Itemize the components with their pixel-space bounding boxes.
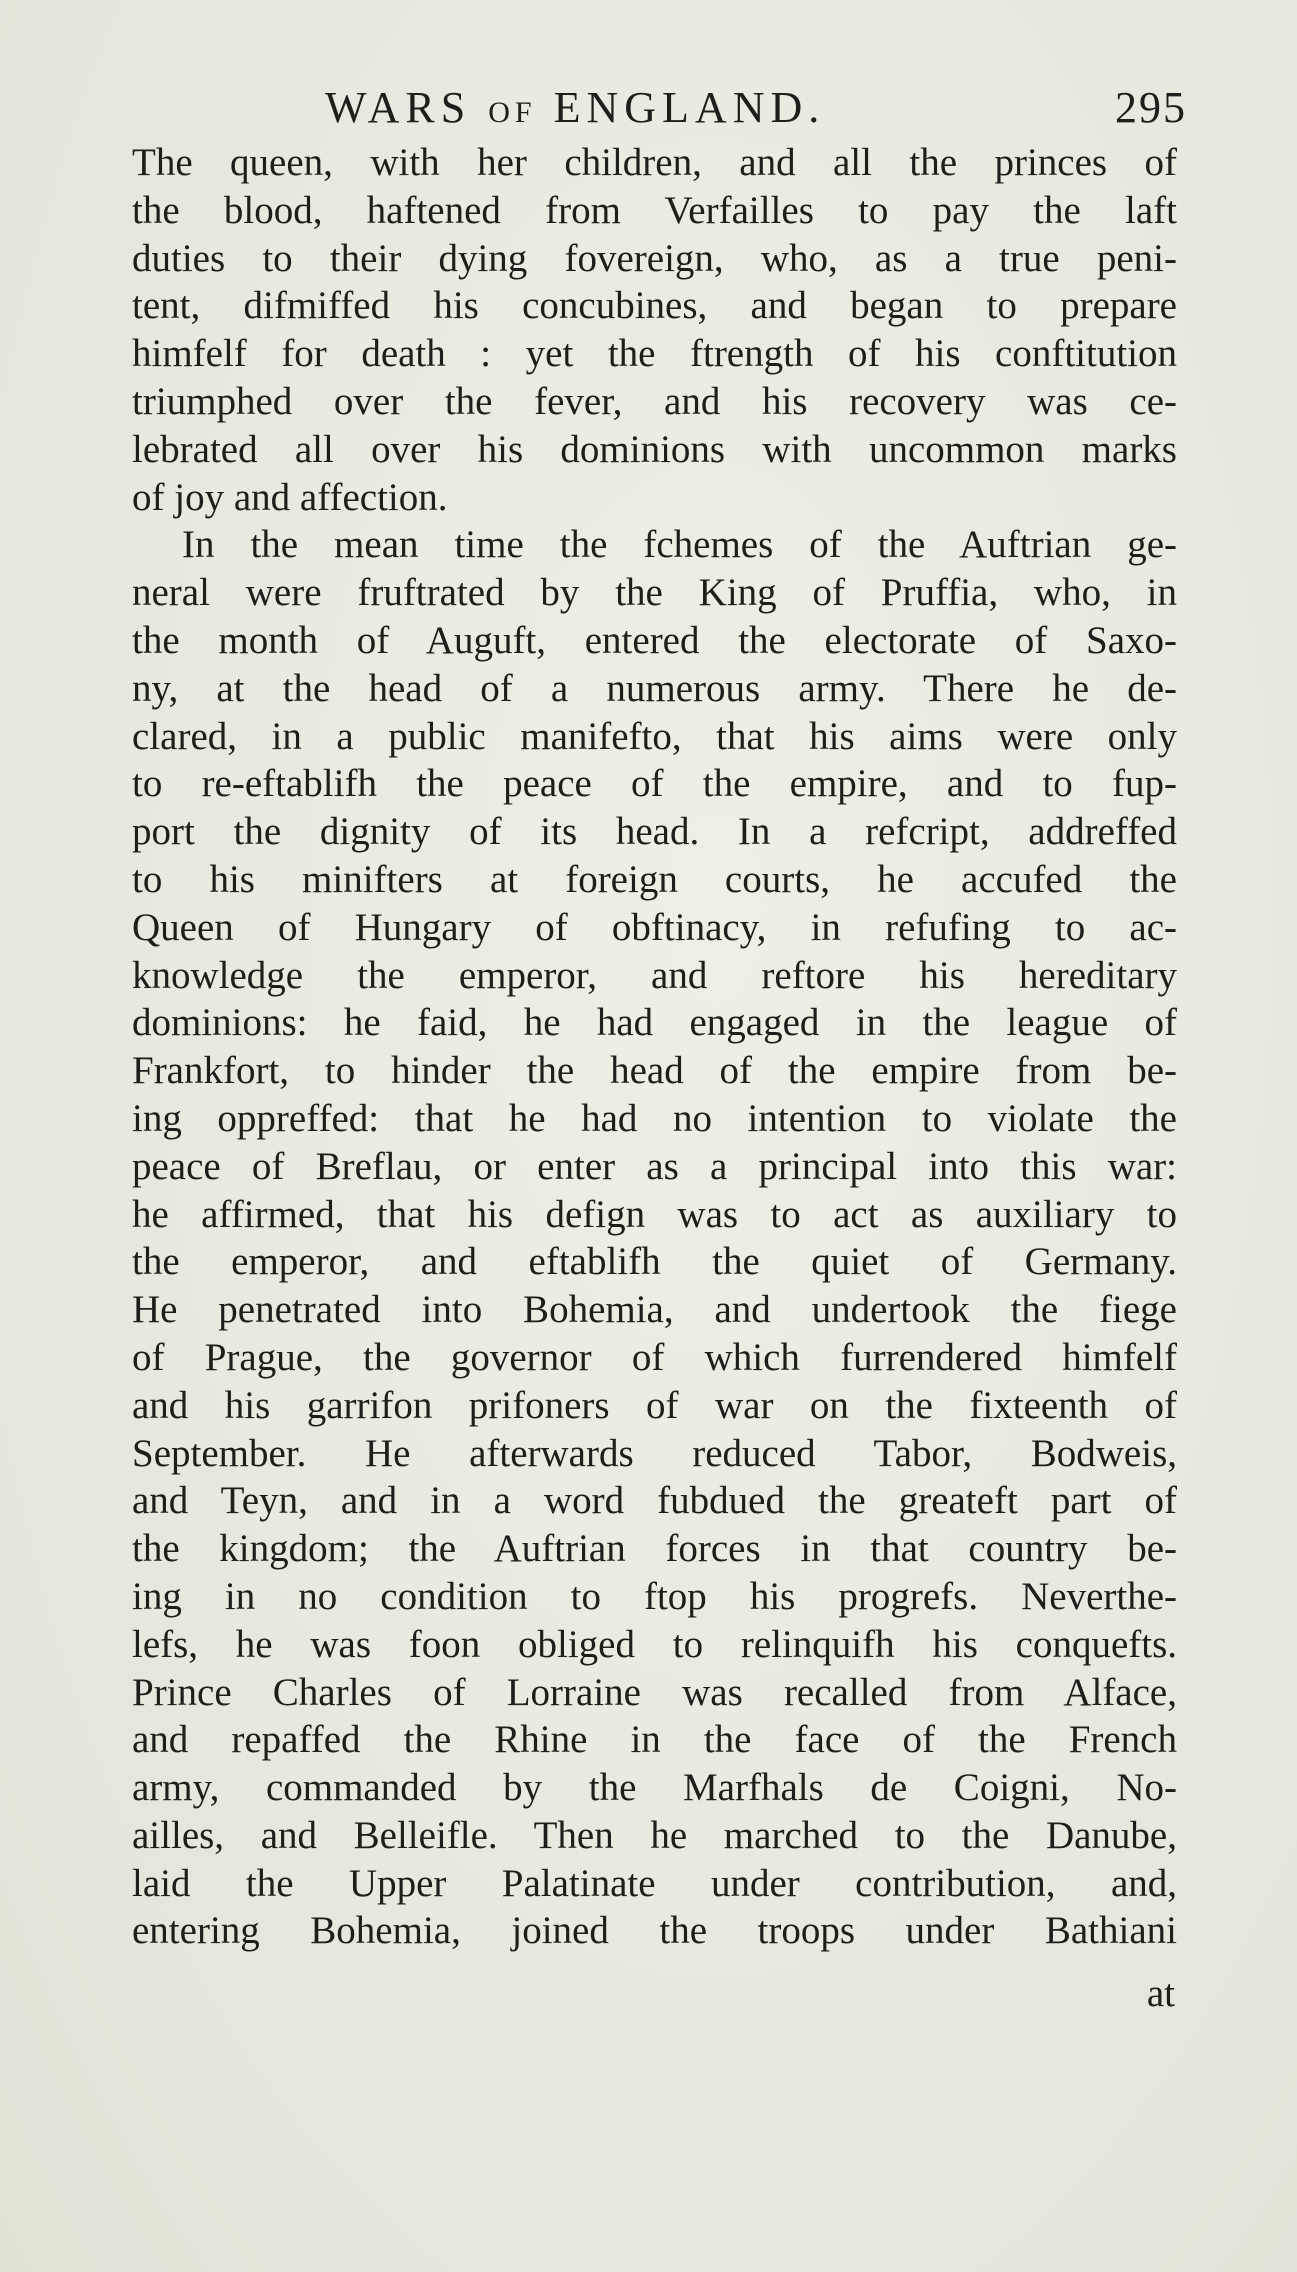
text-line: army, commanded by the Marfhals de Coigni, No-: [132, 1766, 1177, 1810]
text-line: the kingdom; the Auftrian forces in that country be-: [132, 1527, 1177, 1571]
text-line: the month of Auguft, entered the electorate of Saxo-: [132, 618, 1177, 662]
catchword: at: [1146, 1972, 1175, 2015]
text-line: himfelf for death : yet the ftrength of his conftitution: [132, 332, 1177, 376]
text-line: dominions: he faid, he had engaged in the league of: [132, 1001, 1177, 1045]
text-line: tent, difmiffed his concubines, and began to prepare: [132, 284, 1177, 328]
text-line: duties to their dying fovereign, who, as a true peni-: [132, 236, 1177, 280]
text-line: Queen of Hungary of obftinacy, in refufing to ac-: [132, 905, 1177, 949]
text-line: In the mean time the fchemes of the Auftrian ge-: [182, 523, 1177, 567]
text-line: and Teyn, and in a word fubdued the greateft part of: [132, 1479, 1177, 1523]
text-line: lebrated all over his dominions with uncommon marks: [132, 427, 1177, 471]
text-line: port the dignity of its head. In a refcript, addreffed: [132, 810, 1177, 854]
page-number: 295: [1115, 83, 1187, 132]
text-line: He penetrated into Bohemia, and undertook the fiege: [132, 1288, 1177, 1332]
text-line: Prince Charles of Lorraine was recalled from Alface,: [132, 1670, 1177, 1714]
text-line: peace of Breflau, or enter as a principal into this war:: [132, 1144, 1177, 1188]
text-line: and repaffed the Rhine in the face of the French: [132, 1718, 1177, 1762]
text-line: entering Bohemia, joined the troops under Bathiani: [132, 1909, 1177, 1953]
text-line: the blood, haftened from Verfailles to pay the laft: [132, 188, 1177, 232]
text-line: to his minifters at foreign courts, he accufed the: [132, 857, 1177, 901]
page-header: [325, 78, 1195, 138]
text-line: clared, in a public manifefto, that his aims were only: [132, 714, 1177, 758]
text-line: lefs, he was foon obliged to relinquifh his conquefts.: [132, 1622, 1177, 1666]
text-line: laid the Upper Palatinate under contribution, and,: [132, 1861, 1177, 1905]
text-line: he affirmed, that his defign was to act as auxiliary to: [132, 1192, 1177, 1236]
text-line: and his garrifon prifoners of war on the fixteenth of: [132, 1383, 1177, 1427]
text-line: ing oppreffed: that he had no intention to violate the: [132, 1096, 1177, 1140]
text-line: of Prague, the governor of which furrendered himfelf: [132, 1335, 1177, 1379]
text-line: to re-eftablifh the peace of the empire, and to fup-: [132, 762, 1177, 806]
running-title: [325, 78, 825, 143]
text-line: knowledge the emperor, and reftore his hereditary: [132, 953, 1177, 997]
running-title-part-1: WARS: [325, 83, 489, 132]
text-line: ing in no condition to ftop his progrefs. Neverthe-: [132, 1574, 1177, 1618]
text-line: ailles, and Belleifle. Then he marched to the Danube,: [132, 1813, 1177, 1857]
text-line: ny, at the head of a numerous army. There he de-: [132, 666, 1177, 710]
text-line: triumphed over the fever, and his recovery was ce-: [132, 379, 1177, 423]
text-line: neral were fruftrated by the King of Pruffia, who, in: [132, 571, 1177, 615]
running-title-part-2: OF: [488, 96, 537, 129]
text-line: Frankfort, to hinder the head of the empire from be-: [132, 1049, 1177, 1093]
body-text: [132, 139, 1177, 1955]
text-line: of joy and affection.: [132, 475, 448, 519]
text-line: The queen, with her children, and all the princes of: [132, 141, 1177, 184]
text-line: the emperor, and eftablifh the quiet of Germany.: [132, 1240, 1177, 1284]
text-line: September. He afterwards reduced Tabor, Bodweis,: [132, 1431, 1177, 1475]
running-title-part-3: ENGLAND.: [536, 83, 826, 132]
